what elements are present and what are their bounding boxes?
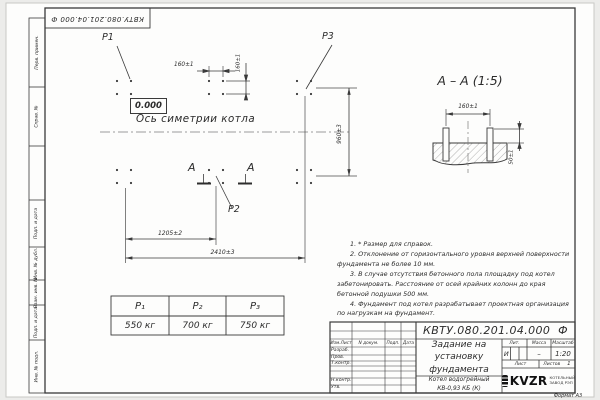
load-point-label-p3: P3 (322, 31, 334, 42)
elevation-marker: 0.000 (130, 98, 167, 114)
mass-header: Масса (531, 340, 547, 346)
row-tkontr: Т.контр. (331, 360, 351, 366)
kvzr-logo-subtitle: КОТЕЛЬНЫЙ ЗАВОД РЭП (549, 374, 575, 385)
load-table-header-p3: P₃ (249, 300, 261, 312)
strip-cell-podp-data-1: Подп. и дата (34, 207, 40, 240)
load-point-label-p1: P1 (102, 32, 114, 43)
format-label: Формат А3 (553, 392, 583, 399)
dim-2410: 2410±3 (210, 248, 235, 256)
strip-cell-perv-primen: Перв. примен. (34, 35, 40, 70)
drawing-title: Задание на установку фундамента (429, 340, 489, 375)
note-4: 4. Фундамент под котел разрабатывает проектная организация по нагрузкам на фундамент. (337, 299, 569, 318)
strip-cell-vzam-inv: Взам. инв. № (34, 276, 40, 309)
dim-1205: 1205±2 (157, 229, 183, 237)
note-2: 2. Отклонение от горизонтального уровня верхней поверхности фундамента не более 10 мм. (337, 249, 570, 268)
strip-cell-sprav-no: Справ. № (34, 105, 40, 128)
header-col-izm-list: Изм.Лист (330, 340, 352, 346)
technical-notes (337, 240, 573, 319)
sheet-label: Лист (514, 361, 527, 367)
strip-cell-inv-dubl: Инв. № дубл. (34, 247, 40, 280)
load-table-value-p1: 550 кг (124, 320, 156, 331)
anchor-bolt-right (487, 128, 493, 161)
lit-header: Лит. (509, 340, 520, 346)
kvzr-logo-text: KVZR (509, 373, 548, 388)
dim-160-vertical: 160±1 (235, 53, 242, 73)
section-dim-50: 50±1 (509, 149, 516, 165)
note-3: 3. В случае отсутствия бетонного пола площадку под котел забетонировать. Расстояние от осей крайних колонн до края бетонной подушки 500 мм. (337, 269, 555, 298)
mass-value: – (537, 349, 541, 358)
row-nkontr: Н.контр. (331, 378, 352, 383)
sheets-cell: Листов 1 (543, 361, 571, 367)
row-razrab: Разраб. (331, 348, 350, 353)
load-table-header-p2: P₂ (192, 300, 203, 312)
product-name: Котел водогрейный КВ-0,93 КБ (К) (428, 376, 490, 392)
load-table-header-p1: P₁ (134, 300, 146, 312)
header-col-n-dokum: N докум. (358, 340, 379, 346)
kvzr-logo-icon (502, 375, 508, 387)
section-title: А – А (1:5) (437, 73, 503, 88)
dim-160-horizontal: 160±1 (174, 61, 194, 68)
section-letter-left: A (188, 161, 196, 174)
strip-cell-inv-podl: Инв. № подл. (34, 350, 40, 383)
lit-value: И (503, 349, 509, 358)
row-prov: Пров. (331, 355, 345, 360)
row-utv: Утв. (331, 385, 341, 390)
anchor-bolt-left (443, 128, 449, 161)
top-stamp (45, 8, 150, 28)
scale-value: 1:20 (555, 349, 571, 358)
symmetry-axis-label: Ось симетрии котла (136, 113, 256, 125)
dim-960: 960±3 (337, 124, 343, 144)
note-1: 1. * Размер для справок. (350, 240, 433, 248)
header-col-data: Дата (402, 340, 415, 346)
section-dim-160: 160±1 (458, 103, 478, 110)
load-table-value-p2: 700 кг (182, 320, 213, 331)
section-letter-right: A (247, 161, 255, 174)
company-logo (502, 368, 575, 393)
header-col-podp: Подп. (386, 340, 400, 346)
title-block-doc-number: КВТУ.080.201.04.000 Ф (422, 324, 568, 337)
top-stamp-doc-number: КВТУ.080.201.04.000 Ф (51, 14, 144, 23)
load-table-value-p3: 750 кг (239, 320, 271, 331)
load-point-label-p2: P2 (228, 204, 240, 215)
scale-header: Масштаб (552, 340, 574, 346)
strip-cell-podp-data-2: Подп. и дата (34, 306, 40, 339)
